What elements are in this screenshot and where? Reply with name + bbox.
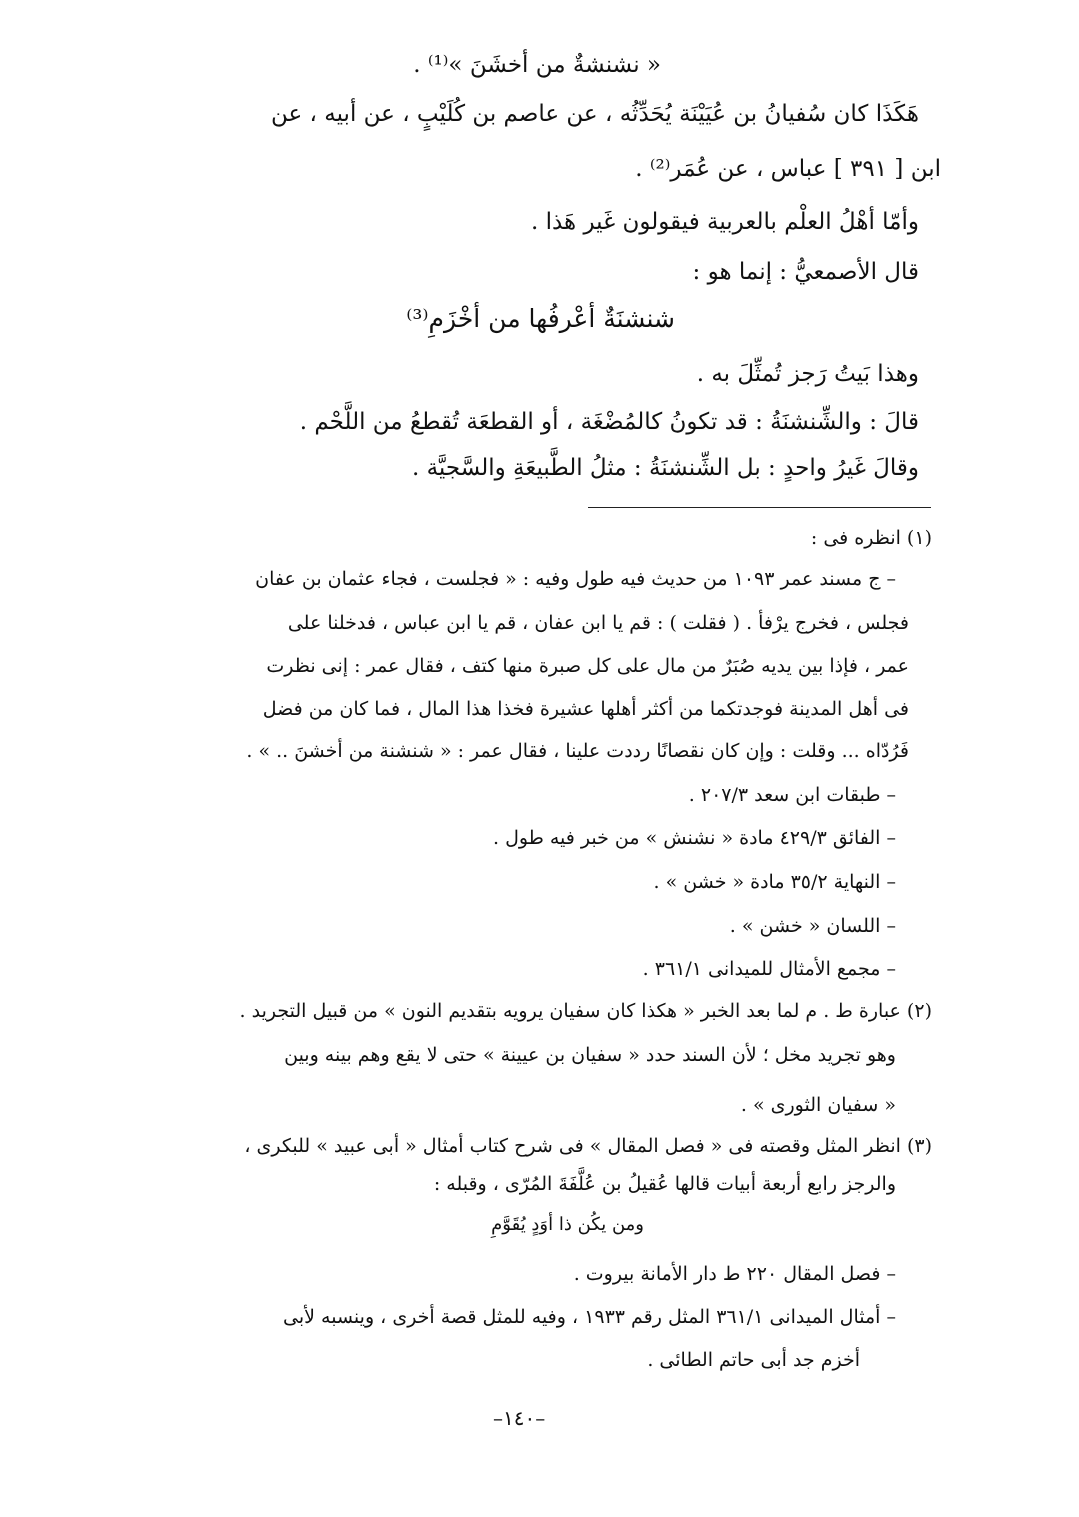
footnote-line: فَرُدّاه ... وقلت : وإن كان نقصانًا رددت علينا ، فقال عمر : « شنشنة من أخشنَ .. » . <box>246 740 909 762</box>
page-number: –١٤٠– <box>493 1406 546 1430</box>
footnote-line: – أمثال الميدانى ٣٦١/١ المثل رقم ١٩٣٣ ، وفيه للمثل قصة أخرى ، وينسبه لأبى <box>283 1306 896 1328</box>
footnote-line: (١) انظره فى : <box>810 527 932 549</box>
main-line-1: « نشنشةٌ من أخشَنَ »⁽¹⁾ . <box>413 52 661 78</box>
footnote-line: – اللسان « خشن » . <box>729 915 896 937</box>
footnote-line: – النهاية ٣٥/٢ مادة « خشن » . <box>653 871 896 893</box>
footnote-line: عمر ، فإذا بين يديه صُبَرٌ من مال على كل صبرة منها كتف ، فقال عمر : إنى نظرت <box>266 655 909 677</box>
main-line-7: قالَ : والشِّنشنَةُ : قد تكونُ كالمُضْغَة ، أو القطعَة تُقطعُ من اللَّحْم . <box>299 409 919 435</box>
footnote-line: – مجمع الأمثال للميدانى ٣٦١/١ . <box>642 958 896 980</box>
footnote-line: – ج مسند عمر ١٠٩٣ من حديث فيه طول وفيه : « فجلست ، فجاء عثمان بن عفان <box>255 568 896 590</box>
main-line-3: ابن [ ٣٩١ ] عباس ، عن عُمَر⁽²⁾ . <box>635 156 941 182</box>
footnote-line: أخزم جد أبى حاتم الطائى . <box>647 1349 860 1371</box>
footnote-line: – فصل المقال ٢٢٠ ط دار الأمانة بيروت . <box>573 1263 896 1285</box>
footnote-line: – طبقات ابن سعد ٢٠٧/٣ . <box>688 784 896 806</box>
verse-line: شنشنَةٌ أعْرفُها من أخْزَمِ⁽³⁾ <box>406 304 675 333</box>
footnote-line: (٣) انظر المثل وقصته فى « فصل المقال » فى شرح كتاب أمثال « أبى عبيد » للبكرى ، <box>244 1135 932 1157</box>
footnote-line: فجلس ، فخرج يرْفأ . ( فقلت ) : قم يا ابن عفان ، قم يا ابن عباس ، فدخلنا على <box>287 612 909 634</box>
footnote-separator <box>588 507 931 508</box>
main-line-6: وهذا بَيتُ رَجز تُمثِّلَ به . <box>696 361 919 387</box>
main-line-2: هَكَذَا كان سُفيانُ بن عُيَيْنَة يُحَدِّثُه ، عن عاصم بن كُلَيْبٍ ، عن أبيه ، عن <box>271 101 919 127</box>
footnote-line: وهو تجريد مخل ؛ لأن السند حدد « سفيان بن عيينة » حتى لا يقع وهم بينه وبين <box>284 1044 896 1066</box>
footnote-verse: ومن يكُن ذا أوَدٍ يُقَوَّمِ <box>491 1214 644 1235</box>
main-line-4: وأمّا أهْلُ العلْم بالعربية فيقولون غَير هَذا . <box>530 209 919 235</box>
footnote-line: « سفيان الثورى » . <box>740 1094 896 1116</box>
footnote-line: فى أهل المدينة فوجدتكما من أكثر أهلها عشيرة فخذا هذا المال ، فما كان من فضل <box>262 698 909 720</box>
footnote-line: (٢) عبارة ط . م لما بعد الخبر « هكذا كان سفيان يرويه بتقديم النون » من قبيل التجريد . <box>239 1000 932 1022</box>
footnote-line: – الفائق ٤٢٩/٣ مادة « نشنش » من خبر فيه طول . <box>493 827 896 849</box>
footnote-line: والرجز رابع أربعة أبيات قالها عُقيلُ بن عُلَّفَةَ المُرّى ، وقبله : <box>433 1173 896 1195</box>
main-line-5: قال الأصمعيُّ : إنما هو : <box>692 259 919 285</box>
main-line-8: وقالَ غَيرُ واحدٍ : بل الشِّنشنَةُ : مثلُ الطَّبيعَةِ والسَّجيَّة . <box>411 455 919 481</box>
